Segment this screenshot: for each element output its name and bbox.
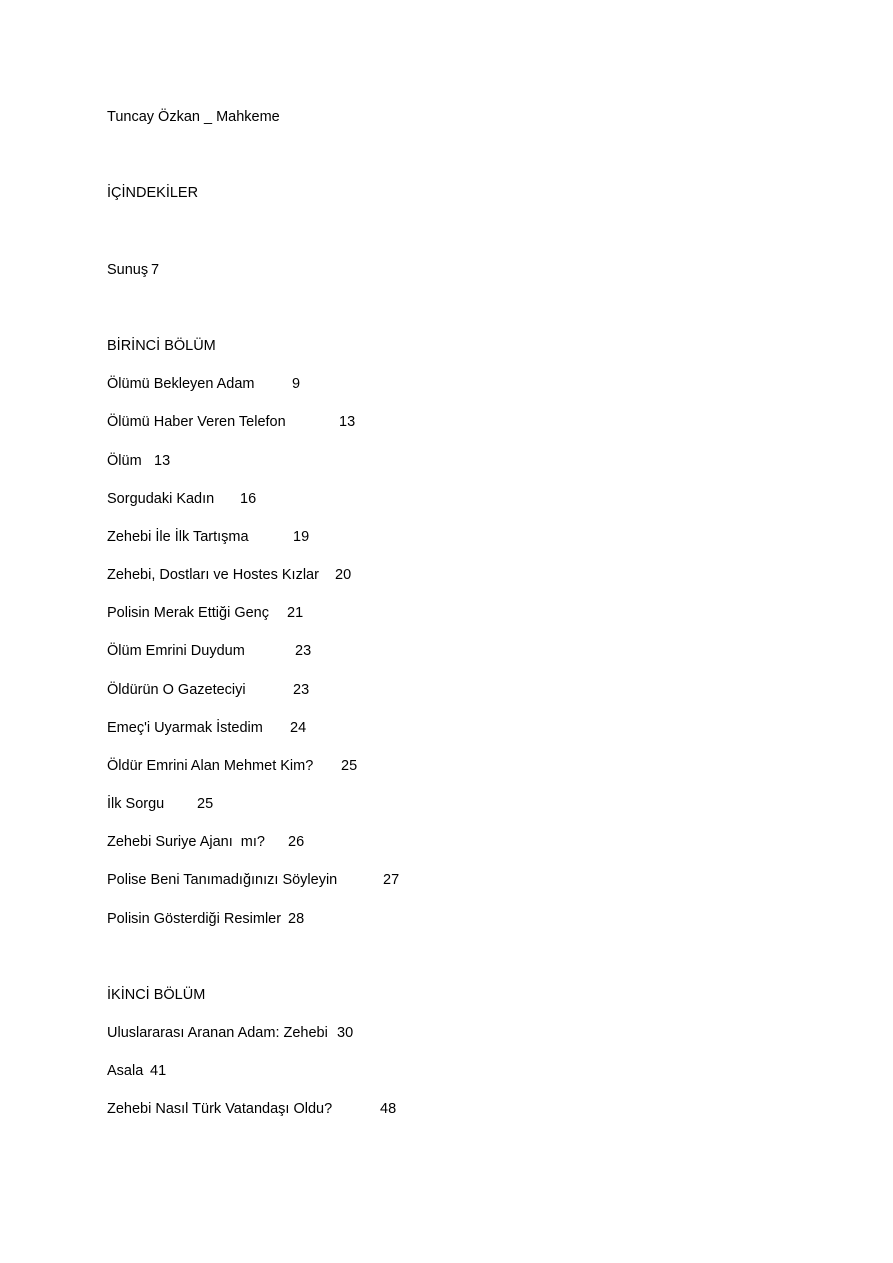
toc-entry-page: 21: [287, 605, 304, 621]
toc-entry-page: 13: [154, 453, 171, 469]
toc-entry-page: 26: [288, 834, 305, 850]
toc-entry-title: Öldürün O Gazeteciyi: [107, 682, 246, 698]
toc-entry-title: Ölüm: [107, 453, 142, 469]
toc-entry-intro-page: 7: [151, 262, 160, 278]
toc-entry-title: Ölüm Emrini Duydum: [107, 643, 245, 659]
toc-entry-title: Emeç'i Uyarmak İstedim: [107, 720, 263, 736]
toc-entry-title: Polise Beni Tanımadığınızı Söyleyin: [107, 872, 338, 888]
toc-entry-title: Sorgudaki Kadın: [107, 491, 215, 507]
toc-entry-page: 23: [293, 682, 310, 698]
part1-heading: BİRİNCİ BÖLÜM: [107, 338, 216, 354]
document-header: Tuncay Özkan _ Mahkeme: [107, 109, 280, 125]
toc-entry-page: 48: [380, 1101, 397, 1117]
toc-entry-title: Polisin Merak Ettiği Genç: [107, 605, 269, 621]
toc-entry-page: 28: [288, 911, 305, 927]
toc-entry-title: Ölümü Haber Veren Telefon: [107, 414, 286, 430]
toc-entry-page: 30: [337, 1025, 354, 1041]
toc-entry-title: Zehebi İle İlk Tartışma: [107, 529, 249, 545]
toc-entry-page: 13: [339, 414, 356, 430]
toc-entry-title: Uluslararası Aranan Adam: Zehebi: [107, 1025, 328, 1041]
toc-entry-page: 25: [341, 758, 358, 774]
toc-entry-title: Polisin Gösterdiği Resimler: [107, 911, 282, 927]
toc-entry-title: Zehebi, Dostları ve Hostes Kızlar: [107, 567, 319, 583]
toc-entry-page: 16: [240, 491, 257, 507]
toc-title: İÇİNDEKİLER: [107, 185, 199, 201]
toc-entry-title: Öldür Emrini Alan Mehmet Kim?: [107, 758, 314, 774]
toc-entry-title: Ölümü Bekleyen Adam: [107, 376, 255, 392]
toc-entry-page: 23: [295, 643, 312, 659]
toc-entry-title: İlk Sorgu: [107, 796, 165, 812]
toc-entry-title: Zehebi Suriye Ajanı mı?: [107, 834, 265, 850]
toc-entry-title: Asala: [107, 1063, 144, 1079]
toc-entry-page: 20: [335, 567, 352, 583]
toc-entry-intro-title: Sunuş: [107, 262, 149, 278]
toc-entry-page: 27: [383, 872, 400, 888]
part2-heading: İKİNCİ BÖLÜM: [107, 987, 206, 1003]
toc-entry-page: 25: [197, 796, 214, 812]
toc-entry-page: 9: [292, 376, 301, 392]
toc-entry-title: Zehebi Nasıl Türk Vatandaşı Oldu?: [107, 1101, 333, 1117]
toc-entry-page: 41: [150, 1063, 167, 1079]
toc-entry-page: 19: [293, 529, 310, 545]
toc-entry-page: 24: [290, 720, 307, 736]
